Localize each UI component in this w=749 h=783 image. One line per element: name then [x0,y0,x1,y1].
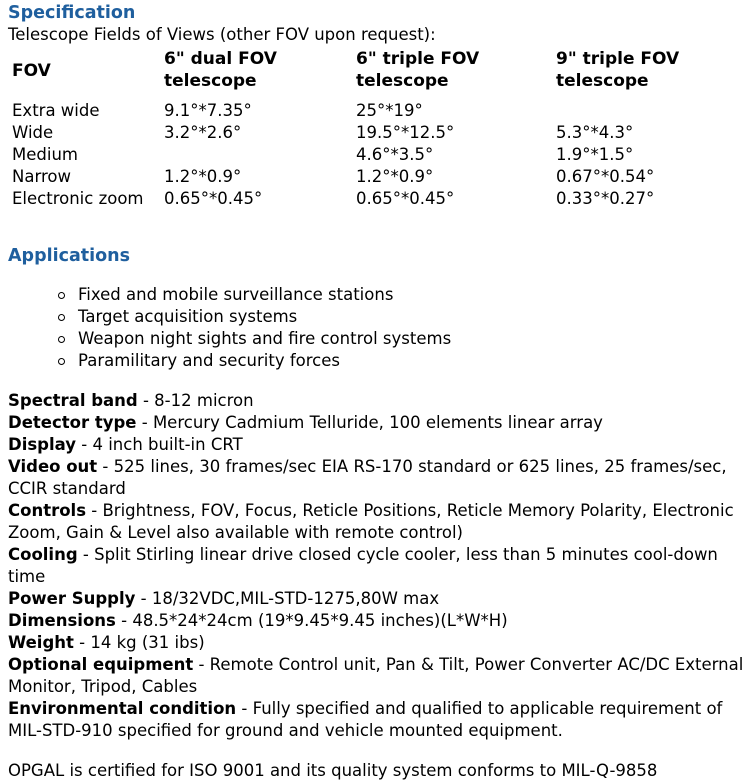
table-cell: 1.9°*1.5° [556,145,634,164]
table-cell: 19.5°*12.5° [356,123,455,142]
table-row [8,144,706,166]
spec-value: - 8-12 micron [137,391,254,410]
table-cell: 0.67°*0.54° [556,167,655,186]
spec-term: Controls [8,501,87,520]
table-row [8,100,706,122]
circle-bullet-icon [58,292,65,299]
row-label: Electronic zoom [12,189,144,208]
row-label: Medium [12,145,78,164]
spec-term: Cooling [8,545,78,564]
table-cell: 3.2°*2.6° [164,123,242,142]
spec-item [8,500,748,544]
applications-list [56,284,451,372]
spec-item [8,544,748,588]
table-cell: 4.6°*3.5° [356,145,434,164]
spec-value: - Brightness, FOV, Focus, Reticle Positions, Reticle Memory Polarity, Electronic Zoom, Gain & Level also available with remote control) [8,501,734,542]
spec-item [8,632,748,654]
fov-table-header-row [8,48,706,100]
list-item [56,284,451,306]
table-cell: 0.65°*0.45° [356,189,455,208]
spec-value: - 14 kg (31 ibs) [73,633,205,652]
table-cell [164,144,356,166]
spec-value: - 48.5*24*24cm (19*9.45*9.45 inches)(L*W*H) [115,611,508,630]
spec-item [8,610,748,632]
circle-bullet-icon [58,358,65,365]
list-item-text: Target acquisition systems [78,307,298,326]
spec-value: - Mercury Cadmium Telluride, 100 elements linear array [136,413,603,432]
column-header-6in-triple: 6" triple FOV telescope [356,49,480,91]
specification-heading: Specification [8,3,136,23]
spec-item [8,390,748,412]
table-cell: 9.1°*7.35° [164,101,252,120]
spec-term: Optional equipment [8,655,194,674]
spec-item [8,412,748,434]
fov-table [8,48,706,210]
spec-item [8,698,748,742]
column-header-6in-dual: 6" dual FOV telescope [164,49,277,91]
row-label: Narrow [12,167,71,186]
table-cell: 5.3°*4.3° [556,123,634,142]
spec-term: Dimensions [8,611,116,630]
spec-item [8,654,748,698]
list-item [56,328,451,350]
list-item [56,306,451,328]
spec-item [8,434,748,456]
spec-term: Power Supply [8,589,136,608]
circle-bullet-icon [58,336,65,343]
applications-heading: Applications [8,246,131,266]
table-cell [556,100,706,122]
table-cell: 0.65°*0.45° [164,189,263,208]
certification-footer: OPGAL is certified for ISO 9001 and its quality system conforms to MIL-Q-9858 [8,761,658,780]
list-item-text: Weapon night sights and fire control systems [78,329,452,348]
table-row [8,166,706,188]
spec-value: - Fully specified and qualified to applicable requirement of MIL-STD-910 specified for ground and vehicle mounted equipment. [8,699,723,740]
table-cell: 0.33°*0.27° [556,189,655,208]
list-item-text: Fixed and mobile surveillance stations [78,285,394,304]
circle-bullet-icon [58,314,65,321]
fov-column-header: FOV [12,61,51,81]
spec-list [8,390,748,742]
fov-intro-text: Telescope Fields of Views (other FOV upon request): [8,25,436,44]
table-row [8,122,706,144]
spec-value: - Split Stirling linear drive closed cycle cooler, less than 5 minutes cool-down time [8,545,718,586]
spec-item [8,456,748,500]
table-cell: 1.2°*0.9° [356,167,434,186]
row-label: Extra wide [12,101,100,120]
column-header-9in-triple: 9" triple FOV telescope [556,49,680,91]
spec-term: Detector type [8,413,137,432]
spec-term: Display [8,435,77,454]
spec-value: - Remote Control unit, Pan & Tilt, Power Converter AC/DC External Monitor, Tripod, Cables [8,655,744,696]
spec-value: - 525 lines, 30 frames/sec EIA RS-170 standard or 625 lines, 25 frames/sec, CCIR standard [8,457,727,498]
spec-item [8,588,748,610]
spec-value: - 4 inch built-in CRT [76,435,243,454]
list-item-text: Paramilitary and security forces [78,351,340,370]
table-cell: 1.2°*0.9° [164,167,242,186]
spec-term: Environmental condition [8,699,237,718]
spec-value: - 18/32VDC,MIL-STD-1275,80W max [135,589,440,608]
table-cell: 25°*19° [356,101,423,120]
table-row [8,188,706,210]
row-label: Wide [12,123,54,142]
spec-term: Spectral band [8,391,138,410]
spec-term: Weight [8,633,74,652]
list-item [56,350,451,372]
spec-term: Video out [8,457,98,476]
